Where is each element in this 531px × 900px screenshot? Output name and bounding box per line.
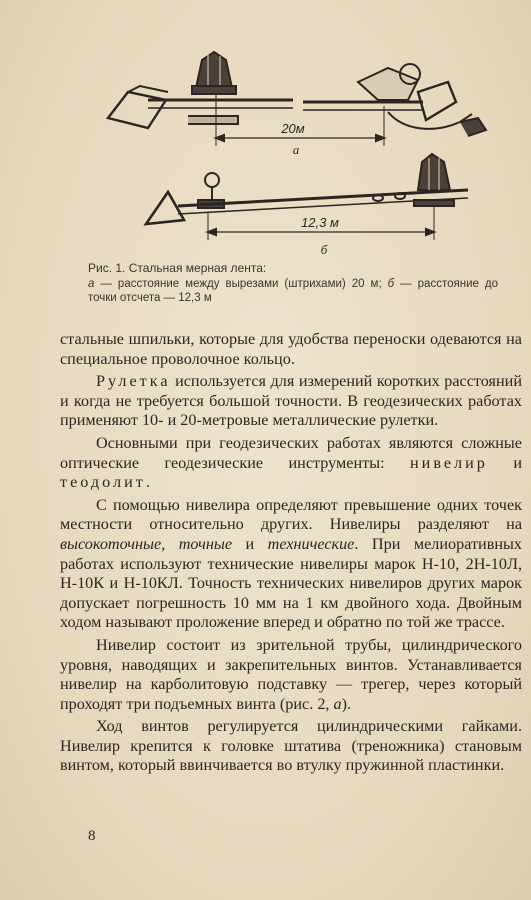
figure-letter-b: б — [320, 242, 328, 257]
term-nivelir: нивелир — [410, 453, 488, 472]
term-technical: технические — [267, 534, 355, 553]
term-ruletka: Рулетка — [96, 372, 171, 391]
paragraph-5-end: ). — [341, 694, 352, 713]
paragraph-5 — [60, 636, 522, 714]
paragraph-4-sep2: и — [232, 534, 268, 553]
paragraph-5-text: Нивелир состоит из зрительной трубы, цилиндрического уровня, наводящих и закрепительных винтов. Устанавливается нивелир на карболитовую подставку — трегер, через который проходят три подъемных винта (рис. 2, — [60, 635, 522, 713]
caption-letter-a: а — [88, 278, 95, 290]
distance-label-b: 12,3 м — [301, 215, 339, 230]
term-high-precision: высокоточные — [60, 534, 162, 553]
figure-ref-letter: а — [333, 694, 342, 713]
paragraph-4-sep1: , — [161, 534, 179, 553]
steel-tape-illustration — [88, 30, 518, 260]
paragraph-4-end: . При мелиоративных работах используют технические нивелиры марок Н-10, 2Н-10Л, Н-10К и Н-10КЛ. Точность технических нивелиров других марок допускает погрешность 10 мм на 1 км двойного хода. Двойным ходом называют проложение вперед и обратно по той же трассе. — [60, 534, 522, 632]
page-number: 8 — [88, 828, 96, 844]
paragraph-3-text: Основными при геодезических работах являются сложные оптические геодезические инструменты: — [60, 433, 522, 472]
paragraph-2 — [60, 372, 522, 431]
term-teodolit: теодолит — [60, 473, 146, 492]
paragraph-6: Ход винтов регулируется цилиндрическими гайками. Нивелир крепится к головке штатива (треножника) становым винтом, который ввинчивается во втулку пружинной пластинки. — [60, 717, 522, 775]
figure-letter-a: а — [292, 142, 300, 157]
caption-letter-b: б — [387, 278, 395, 290]
paragraph-4 — [60, 496, 522, 633]
caption-desc-a: — расстояние между вырезами (штрихами) 20 м; — [94, 278, 388, 290]
paragraph-4-text: С помощью нивелира определяют превышение одних точек местности относительно других. Нивелиры разделяют на — [60, 495, 522, 534]
body-text — [60, 330, 522, 776]
term-precise: точные — [178, 534, 232, 553]
caption-description — [88, 277, 498, 305]
paragraph-3-end: . — [145, 473, 150, 492]
paragraph-3-and: и — [487, 453, 522, 472]
paragraph-2-text: используется для измерений коротких расстояний и когда не требуется большой точности. В геодезических работах применяют 10- и 20-метровые металлические рулетки. — [60, 372, 522, 430]
distance-label-a: 20м — [281, 121, 305, 136]
paragraph-3 — [60, 434, 522, 493]
paragraph-1: стальные шпильки, которые для удобства переноски одеваются на специальное проволочное кольцо. — [60, 330, 522, 368]
caption-title: Рис. 1. Стальная мерная лента: — [88, 261, 267, 275]
caption-desc-b: — расстояние до точки отсчета — 12,3 м — [88, 278, 499, 304]
figure-caption — [88, 261, 498, 305]
figure-steel-tape — [88, 30, 518, 260]
